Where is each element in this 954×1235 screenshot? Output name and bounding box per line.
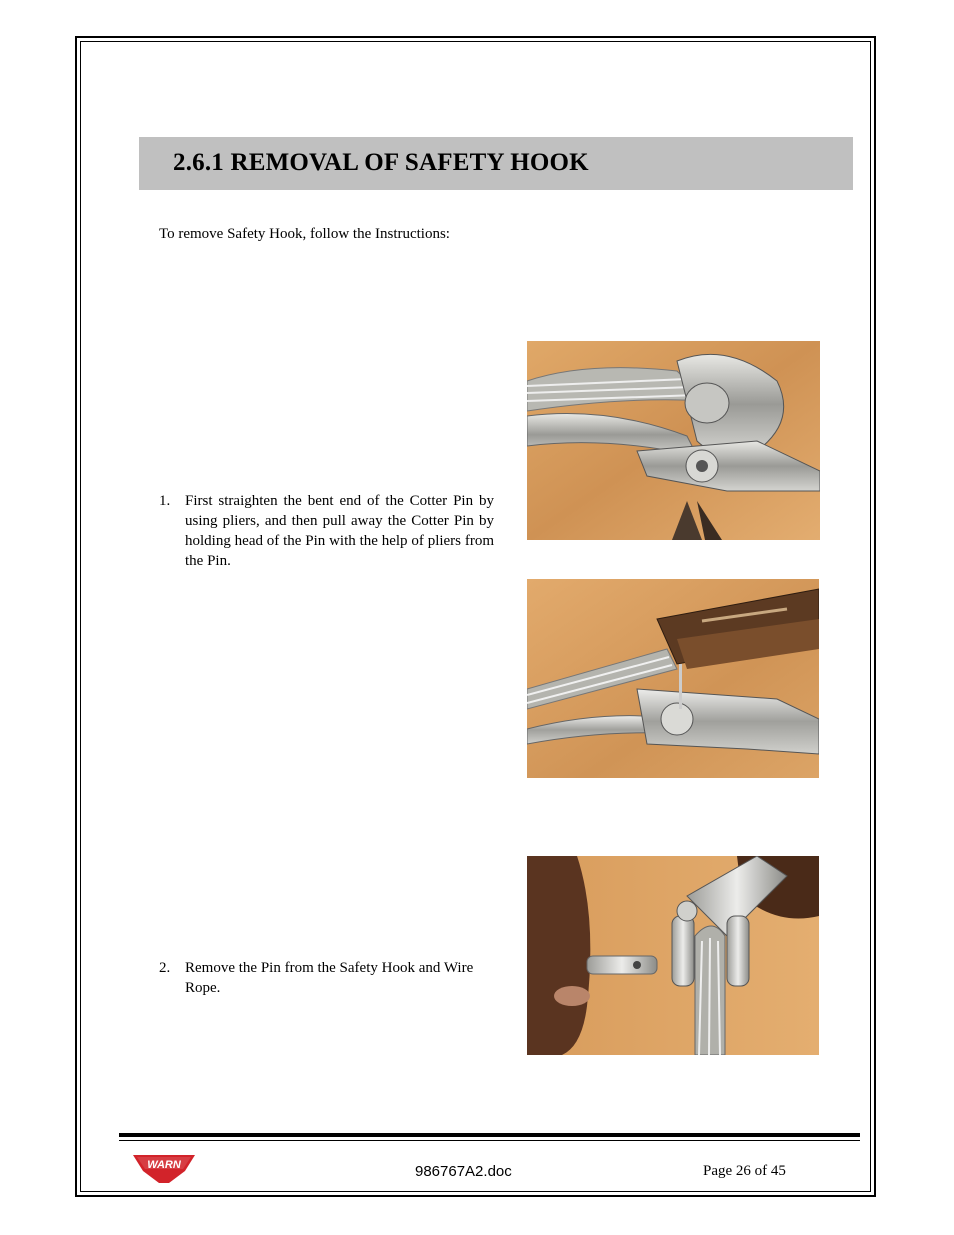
step-1-number: 1. — [159, 493, 171, 509]
photo-cotter-pin-straighten — [527, 341, 820, 540]
step-2-text: Remove the Pin from the Safety Hook and Wire Rope. — [185, 960, 474, 996]
footer-rule-thin — [119, 1140, 860, 1141]
photo-cotter-pin-pliers — [527, 579, 819, 778]
document-name: 986767A2.doc — [415, 1163, 512, 1180]
step-2-number: 2. — [159, 960, 171, 976]
warn-logo — [133, 1153, 195, 1185]
page-number: Page 26 of 45 — [703, 1163, 786, 1179]
photo-remove-pin — [527, 856, 819, 1055]
step-1-text: First straighten the bent end of the Cotter Pin by using pliers, and then pull away the Cotter Pin by holding head of the Pin with the help of pliers from the Pin. — [185, 493, 494, 569]
intro-text: To remove Safety Hook, follow the Instructions: — [159, 226, 450, 242]
warn-logo-text: WARN — [147, 1159, 181, 1171]
footer-rule-thick — [119, 1133, 860, 1137]
section-heading: 2.6.1 REMOVAL OF SAFETY HOOK — [173, 149, 589, 176]
